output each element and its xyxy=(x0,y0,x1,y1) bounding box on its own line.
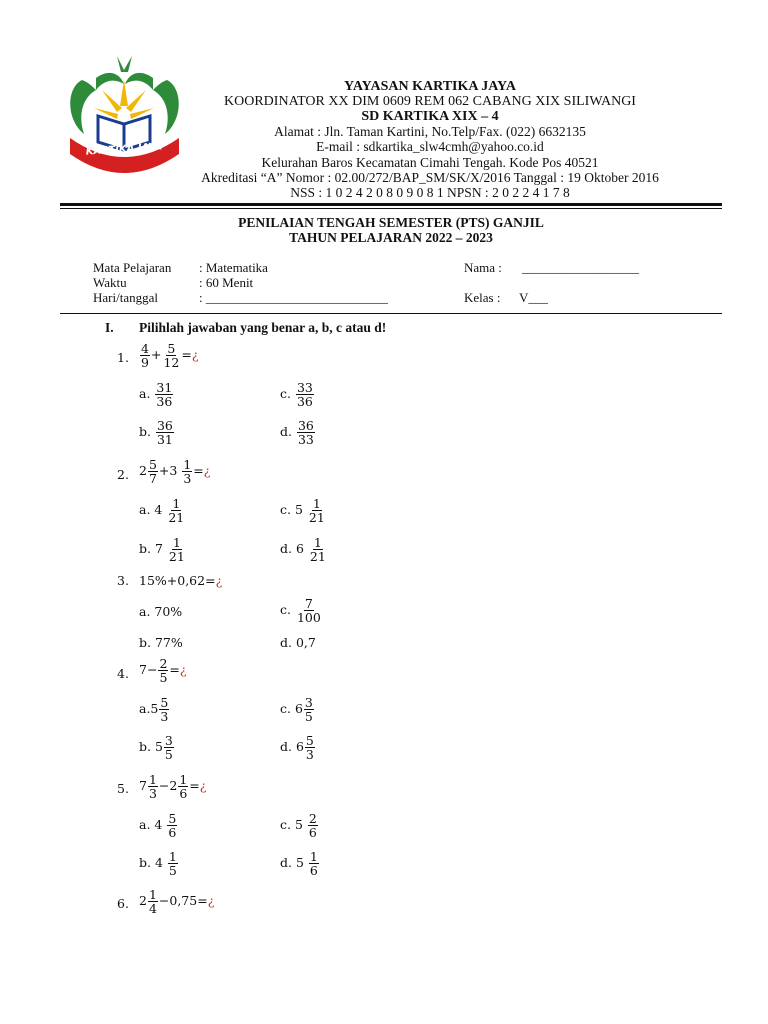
name-field[interactable]: __________________ xyxy=(522,260,639,275)
question-1: $\frac{4}{9}$ + $\frac{5}{12}$ =¿ xyxy=(141,341,199,370)
name-label: Nama : xyxy=(464,260,502,275)
q3-option-d[interactable]: d. 0,7 xyxy=(280,635,316,650)
q4-option-a[interactable]: a.5 $\frac{5}{3}$ xyxy=(139,695,169,724)
q5-option-b[interactable]: b. 4 $\frac{1}{5}$ xyxy=(139,849,177,878)
subject-value: : Matematika xyxy=(199,260,268,275)
foundation-name: YAYASAN KARTIKA JAYA xyxy=(344,79,516,94)
section-numeral: I. xyxy=(105,320,114,335)
question-4: 7− $\frac{2}{5}$ =¿ xyxy=(139,656,187,685)
question-6: 2 $\frac{1}{4}$ −0,75=¿ xyxy=(139,887,215,916)
q5-option-a[interactable]: a. 4 $\frac{5}{6}$ xyxy=(139,811,177,840)
class-label: Kelas : xyxy=(464,290,501,305)
coordinator-line: KOORDINATOR XX DIM 0609 REM 062 CABANG XIX SILIWANGI xyxy=(224,94,636,109)
question-number-1: 1. xyxy=(117,350,129,365)
q4-option-b[interactable]: b. 5 $\frac{3}{5}$ xyxy=(139,733,173,762)
q5-option-c[interactable]: c. 5 $\frac{2}{6}$ xyxy=(280,811,317,840)
header-divider xyxy=(60,203,722,206)
q2-option-a[interactable]: a. 4 $\frac{1}{21}$ xyxy=(139,496,185,525)
question-2: 2 $\frac{5}{7}$ +3 $\frac{1}{3}$ =¿ xyxy=(139,457,211,486)
date-label: Hari/tanggal xyxy=(93,290,158,305)
time-label: Waktu xyxy=(93,275,127,290)
q3-option-a[interactable]: a. 70% xyxy=(139,604,183,619)
section-instruction: Pilihlah jawaban yang benar a, b, c atau d! xyxy=(139,320,387,335)
exam-title: PENILAIAN TENGAH SEMESTER (PTS) GANJIL xyxy=(238,215,544,230)
time-value: : 60 Menit xyxy=(199,275,254,290)
q4-option-d[interactable]: d. 6 $\frac{5}{3}$ xyxy=(280,733,314,762)
question-number-5: 5. xyxy=(117,781,129,796)
school-name: SD KARTIKA XIX – 4 xyxy=(361,109,499,124)
q3-option-b[interactable]: b. 77% xyxy=(139,635,183,650)
nss-npsn-line: NSS : 1 0 2 4 2 0 8 0 9 0 8 1 NPSN : 2 0 2 2 4 1 7 8 xyxy=(290,185,570,200)
question-number-2: 2. xyxy=(117,467,129,482)
q1-option-d[interactable]: d. $\frac{36}{33}$ xyxy=(280,418,314,447)
question-number-4: 4. xyxy=(117,666,129,681)
question-5: 7 $\frac{1}{3}$ −2 $\frac{1}{6}$ =¿ xyxy=(139,772,207,801)
accreditation-line: Akreditasi “A” Nomor : 02.00/272/BAP_SM/SK/X/2016 Tanggal : 19 Oktober 2016 xyxy=(201,170,659,185)
question-number-6: 6. xyxy=(117,896,129,911)
q2-option-d[interactable]: d. 6 $\frac{1}{21}$ xyxy=(280,535,326,564)
q1-option-b[interactable]: b. $\frac{36}{31}$ xyxy=(139,418,173,447)
logo-ribbon-text: KARTIKA JAYA xyxy=(85,141,163,158)
header-divider-thin xyxy=(60,208,722,209)
district-line: Kelurahan Baros Kecamatan Cimahi Tengah. Kode Pos 40521 xyxy=(261,155,599,170)
address-line: Alamat : Jln. Taman Kartini, No.Telp/Fax. (022) 6632135 xyxy=(274,124,586,139)
class-field[interactable]: V___ xyxy=(519,290,548,305)
q2-option-b[interactable]: b. 7 $\frac{1}{21}$ xyxy=(139,535,185,564)
q4-option-c[interactable]: c. 6 $\frac{3}{5}$ xyxy=(280,695,313,724)
q2-option-c[interactable]: c. 5 $\frac{1}{21}$ xyxy=(280,496,325,525)
q1-option-c[interactable]: c. $\frac{33}{36}$ xyxy=(280,380,313,409)
info-divider xyxy=(60,313,722,314)
date-field[interactable]: : ____________________________ xyxy=(199,290,388,305)
subject-label: Mata Pelajaran xyxy=(93,260,172,275)
q3-option-c[interactable]: c. $\frac{7}{100}$ xyxy=(280,596,321,625)
email-line: E-mail : sdkartika_slw4cmh@yahoo.co.id xyxy=(316,139,544,154)
q5-option-d[interactable]: d. 5 $\frac{1}{6}$ xyxy=(280,849,318,878)
exam-year: TAHUN PELAJARAN 2022 – 2023 xyxy=(289,230,493,245)
question-3: 15%+0,62=¿ xyxy=(139,573,223,588)
q1-option-a[interactable]: a. $\frac{31}{36}$ xyxy=(139,380,173,409)
question-number-3: 3. xyxy=(117,573,129,588)
